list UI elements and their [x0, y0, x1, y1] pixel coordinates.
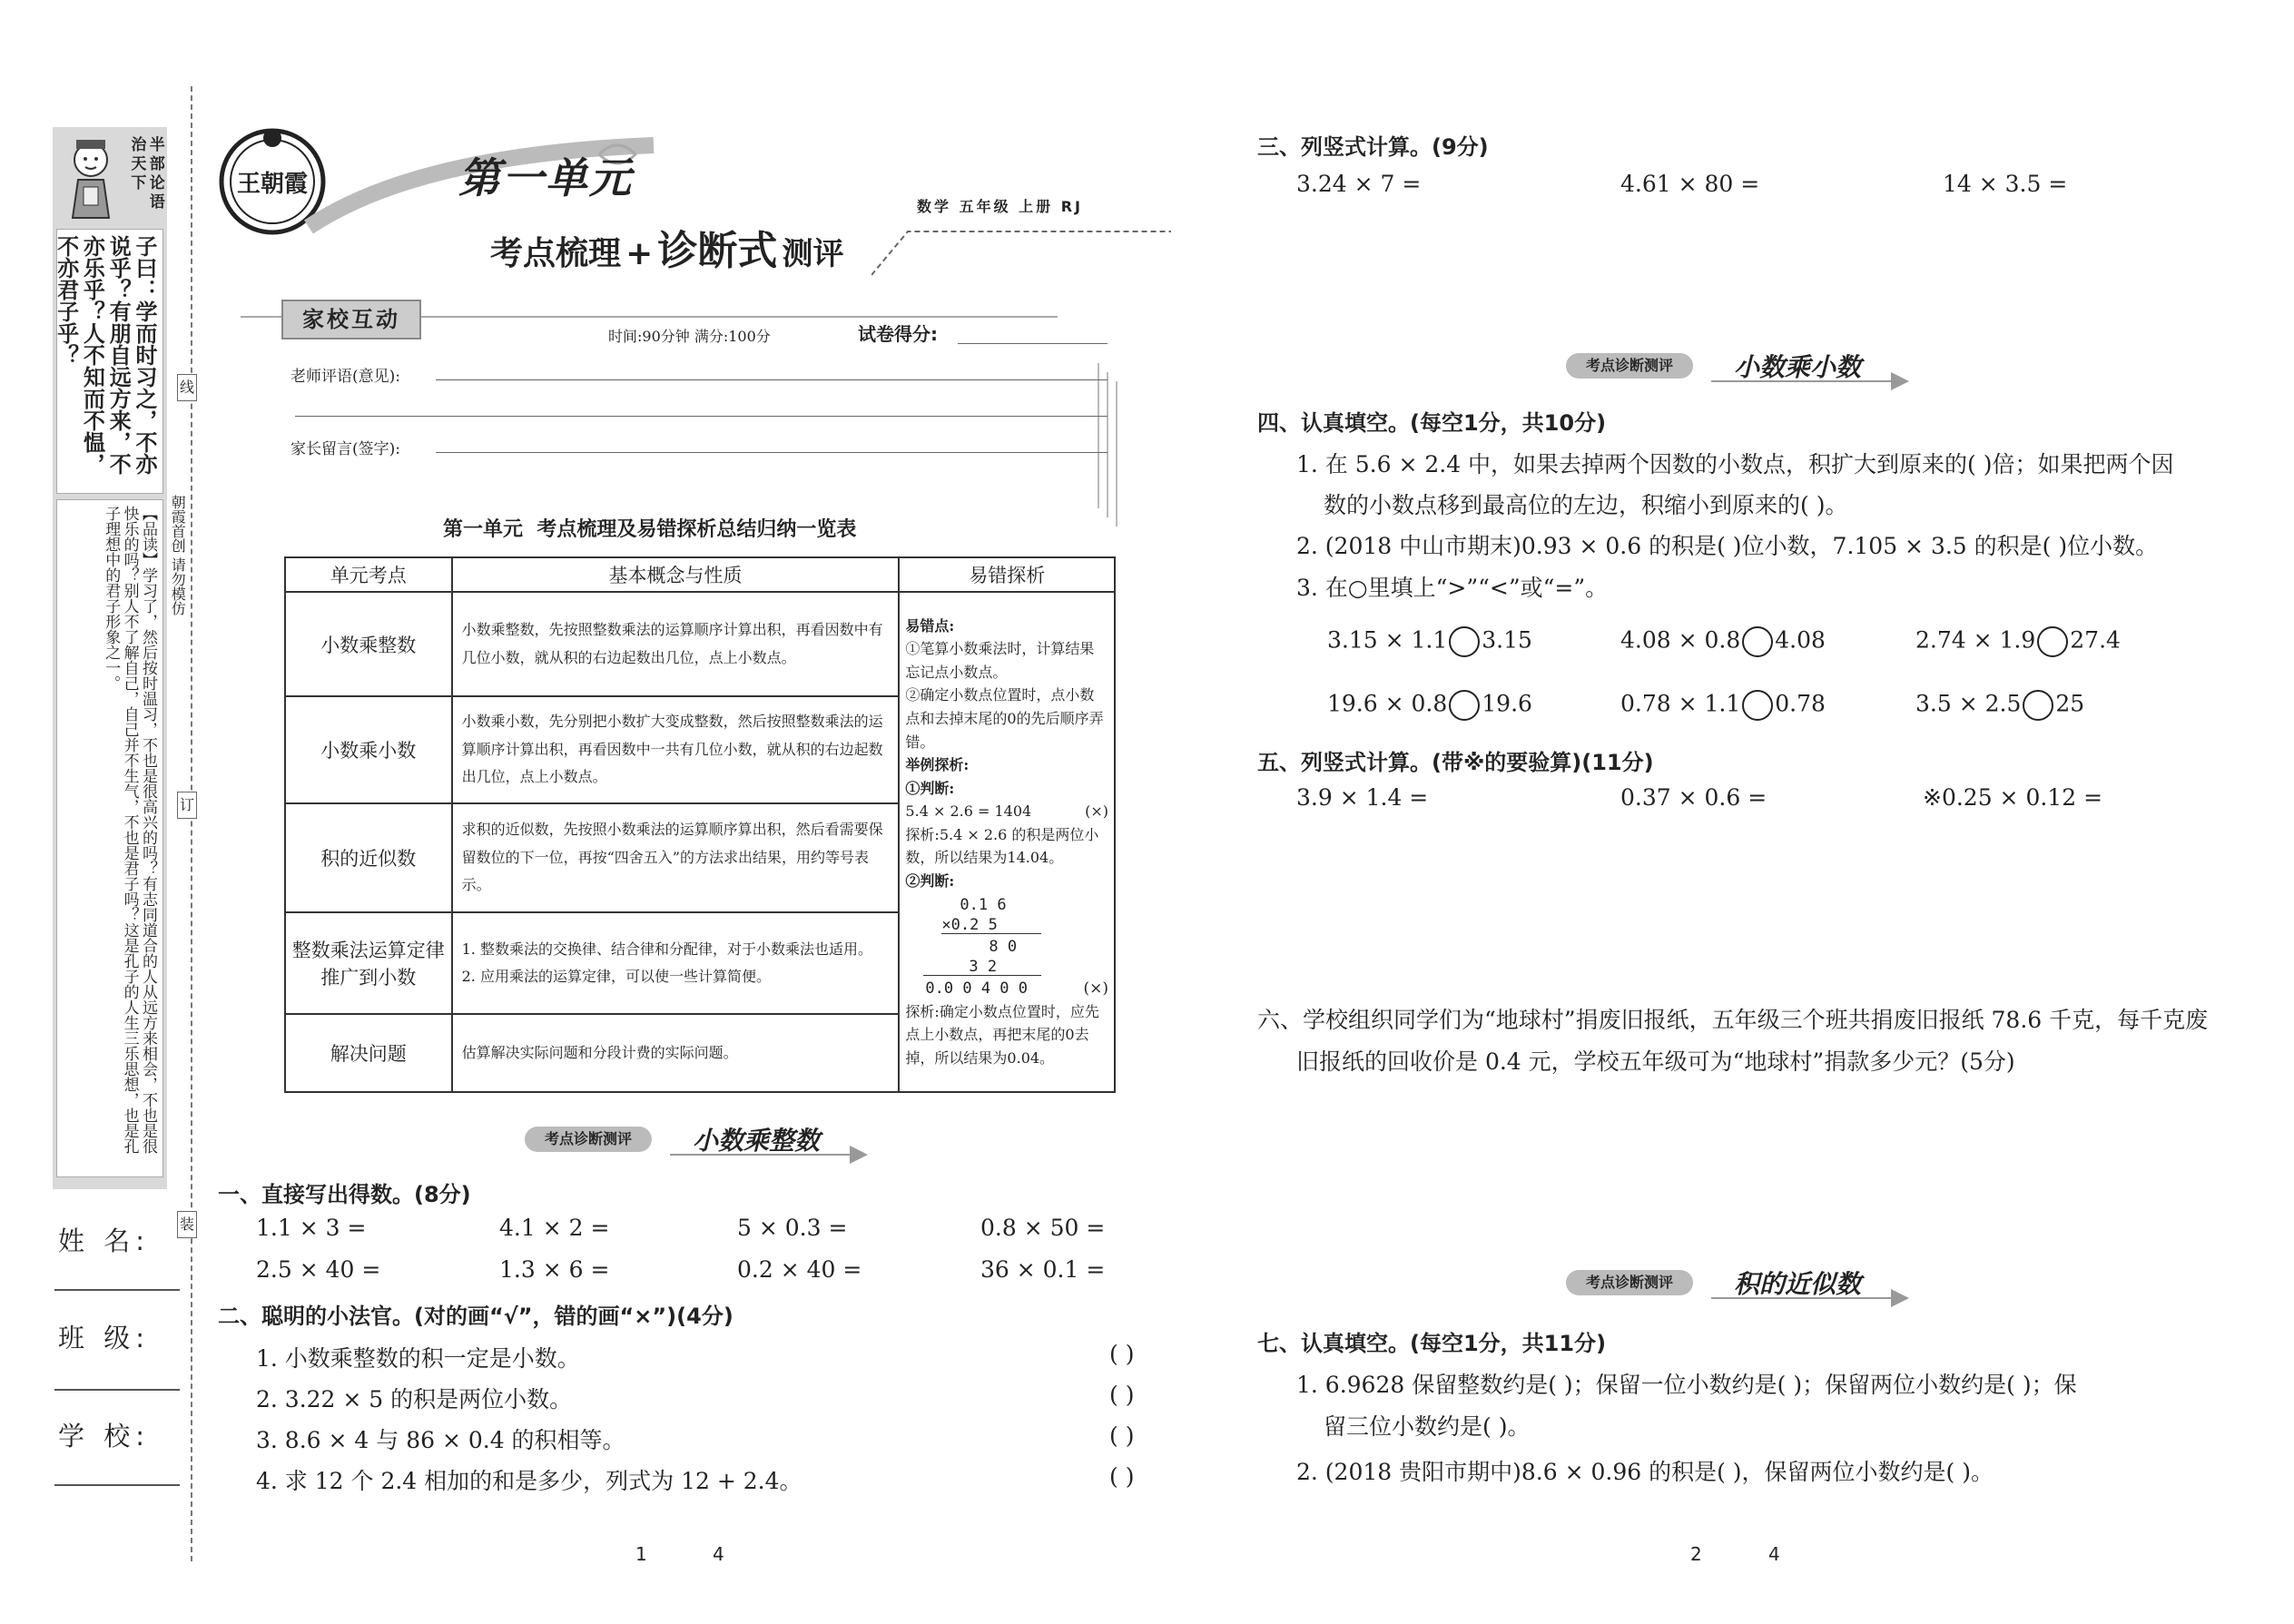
- table-topic: 解决问题: [285, 1014, 452, 1092]
- err-point-1: ①笔算小数乘法时，计算结果忘记点小数点。: [905, 640, 1095, 681]
- judge-label-1: ①判断:: [905, 779, 955, 797]
- name-label: 姓 名:: [58, 1225, 150, 1256]
- compare-circle[interactable]: [2037, 626, 2068, 657]
- section-banner-1: 考点诊断测评 小数乘整数: [525, 1121, 879, 1161]
- score-label: 试卷得分:: [858, 323, 938, 345]
- confucius-figure-icon: [60, 134, 122, 221]
- fold-line: [191, 86, 192, 1561]
- binding-mark-order: 订: [177, 792, 197, 819]
- compare-item: 19.6 × 0.8 19.6: [1327, 690, 1532, 721]
- compare-item: 4.08 × 0.8 4.08: [1620, 626, 1826, 657]
- error-analysis-cell: [899, 592, 1115, 1092]
- answer-blank[interactable]: ( ): [1109, 1463, 1135, 1490]
- q3-item: 3.24 × 7 =: [1296, 171, 1422, 197]
- summary-header-error: 易错探析: [899, 557, 1115, 592]
- compare-item: 3.15 × 1.1 3.15: [1327, 626, 1532, 657]
- parent-comment-field[interactable]: [436, 452, 1108, 453]
- compare-circle[interactable]: [1742, 626, 1773, 657]
- teacher-comment-field[interactable]: [436, 379, 1108, 380]
- corner-decoration: [1089, 363, 1135, 527]
- compare-circle[interactable]: [1449, 690, 1480, 721]
- q1-item: 0.8 × 50 =: [980, 1215, 1106, 1241]
- school-field[interactable]: [54, 1484, 180, 1486]
- unit-title: 第一单元: [458, 153, 633, 202]
- q4-item-2: 2. (2018 中山市期末)0.93 × 0.6 的积是( )位小数，7.105 × 3.5 的积是( )位小数。: [1296, 533, 2159, 559]
- table-concept: 估算解决实际问题和分段计费的实际问题。: [452, 1014, 900, 1092]
- compare-item: 0.78 × 1.1 0.78: [1620, 690, 1826, 721]
- q3-item: 4.61 × 80 =: [1620, 171, 1760, 197]
- q7-item-2: 2. (2018 贵阳市期中)8.6 × 0.96 的积是( )，保留两位小数约是( )。: [1296, 1459, 1994, 1485]
- answer-blank[interactable]: ( ): [1109, 1382, 1135, 1408]
- home-school-tag: 家校互动: [281, 300, 421, 340]
- q2-item: 2. 3.22 × 5 的积是两位小数。: [256, 1386, 573, 1412]
- table-concept: 小数乘整数，先按照整数乘法的运算顺序计算出积，再看因数中有几位小数，就从积的右边起数出几位，点上小数点。: [452, 592, 900, 696]
- school-label: 学 校:: [58, 1421, 150, 1452]
- q4-item-3: 3. 在○里填上“>”“<”或“=”。: [1296, 575, 1609, 601]
- parent-comment-label: 家长留言(签字):: [290, 440, 400, 458]
- page-number-left: 1: [635, 1543, 647, 1565]
- answer-blank[interactable]: ( ): [1109, 1422, 1135, 1449]
- proverb-panel: [53, 127, 167, 1189]
- page-total-left: 4: [713, 1543, 724, 1565]
- table-topic: 积的近似数: [285, 803, 452, 912]
- subtitle-part-a: 考点梳理: [490, 235, 622, 272]
- summary-header-row: [285, 557, 1115, 592]
- binding-mark-line: 线: [177, 374, 197, 401]
- class-field[interactable]: [54, 1389, 180, 1391]
- confucius-quote: 子曰：学而时习之，不亦说乎？有朋自远方来，不亦乐乎？人不知而不愠，不亦君子乎？: [53, 235, 158, 475]
- table-concept: 小数乘小数，先分别把小数扩大变成整数，然后按照整数乘法的运算顺序计算出积，再看因数中一共有几位小数，就从积的右边起数出几位，点上小数点。: [452, 696, 900, 803]
- q7-title: 七、认真填空。(每空1分，共11分): [1257, 1331, 1607, 1356]
- err-point-2: ②确定小数点位置时，点小数点和去掉末尾的0的先后顺序弄错。: [905, 686, 1104, 751]
- example-label: 举例探析:: [905, 756, 970, 774]
- page-total-right: 4: [1768, 1543, 1780, 1565]
- class-label: 班 级:: [58, 1323, 150, 1353]
- page-number-right: 2: [1690, 1543, 1702, 1565]
- subtitle-part-b: 诊断式: [657, 228, 778, 274]
- answer-blank[interactable]: ( ): [1109, 1341, 1135, 1367]
- table-row: [285, 592, 1115, 696]
- q3-title: 三、列竖式计算。(9分): [1257, 134, 1489, 160]
- table-topic: 小数乘小数: [285, 696, 452, 803]
- compare-circle[interactable]: [1449, 626, 1480, 657]
- subtitle-part-c: 测评: [782, 236, 844, 272]
- score-field[interactable]: [958, 343, 1108, 344]
- q5-item: 0.37 × 0.6 =: [1620, 784, 1767, 811]
- q5-item: 3.9 × 1.4 =: [1296, 784, 1429, 811]
- q4-item-1-line1: 1. 在 5.6 × 2.4 中，如果去掉两个因数的小数点，积扩大到原来的( )倍；如果把两个因: [1296, 451, 2174, 477]
- q1-item: 1.1 × 3 =: [256, 1215, 367, 1241]
- example-equation-1: 5.4 × 2.6 = 1404 (×): [905, 802, 1108, 821]
- q1-item: 1.3 × 6 =: [499, 1256, 610, 1283]
- q2-item: 4. 求 12 个 2.4 相加的和是多少，列式为 12 + 2.4。: [256, 1468, 802, 1494]
- table-concept: 1. 整数乘法的交换律、结合律和分配律，对于小数乘法也适用。 2. 应用乘法的运算定律，可以使一些计算简便。: [452, 912, 900, 1014]
- q4-title: 四、认真填空。(每空1分，共10分): [1257, 410, 1607, 436]
- table-topic: 小数乘整数: [285, 592, 452, 696]
- q3-item: 14 × 3.5 =: [1943, 171, 2068, 197]
- summary-title: 第一单元 考点梳理及易错探析总结归纳一览表: [443, 518, 857, 541]
- q5-title: 五、列竖式计算。(带※的要验算)(11分): [1257, 750, 1654, 775]
- header-subtitle: [490, 218, 843, 276]
- section-banner-2: 考点诊断测评 小数乘小数: [1566, 348, 1920, 388]
- q2-title: 二、聪明的小法官。(对的画“√”，错的画“×”)(4分): [218, 1304, 733, 1329]
- analysis-2: 探析:确定小数点位置时，应先点上小数点，再把末尾的0去掉，所以结果为0.04。: [905, 1002, 1099, 1067]
- judge-label-2: ②判断:: [905, 872, 955, 891]
- q1-item: 0.2 × 40 =: [737, 1256, 862, 1283]
- summary-header-topic: 单元考点: [285, 557, 452, 592]
- name-field[interactable]: [54, 1289, 180, 1291]
- binding-mark-install: 装: [177, 1211, 197, 1238]
- table-concept: 求积的近似数，先按照小数乘法的运算顺序算出积，然后看需要保留数位的下一位，再按“四舍五入”的方法求出结果，用约等号表示。: [452, 803, 900, 912]
- summary-table: [284, 556, 1116, 1093]
- teacher-comment-label: 老师评语(意见):: [290, 368, 400, 386]
- q1-item: 2.5 × 40 =: [256, 1256, 381, 1283]
- summary-header-concept: 基本概念与性质: [452, 557, 900, 592]
- compare-circle[interactable]: [1742, 690, 1773, 721]
- subtitle-plus: +: [625, 235, 654, 272]
- book-vertical-title: 半部论语治天下: [127, 136, 164, 212]
- teacher-comment-line2[interactable]: [295, 416, 1108, 417]
- section-banner-3: 考点诊断测评 积的近似数: [1566, 1265, 1920, 1304]
- copyright-note: 朝霞首创 请勿模仿: [169, 495, 187, 616]
- compare-item: 2.74 × 1.9 27.4: [1915, 626, 2121, 657]
- vertical-calculation: 0.1 6 ×0.2 5 8 0 3 2 0.0 0 4 0 0 (×): [925, 895, 1108, 998]
- q7-item-1-line2: 留三位小数约是( )。: [1324, 1413, 1531, 1440]
- table-topic: 整数乘法运算定律推广到小数: [285, 912, 452, 1014]
- q5-item: ※0.25 × 0.12 =: [1923, 784, 2103, 811]
- quote-reading: 【品读】学习了，然后按时温习，不也是很高兴的吗？有志同道合的人从远方来相会，不也是很快乐的吗？别人不了解自己，自己并不生气，不也是君子吗？这是孔子的人生三乐思想，也是孔子理想中的君子形象之一。: [102, 506, 157, 1154]
- q4-item-1-line2: 数的小数点移到最高位的左边，积缩小到原来的( )。: [1324, 492, 1848, 518]
- q6-line2: 旧报纸的回收价是 0.4 元，学校五年级可为“地球村”捐款多少元？(5分): [1296, 1048, 2015, 1075]
- q6-line1: 六、学校组织同学们为“地球村”捐废旧报纸，五年级三个班共捐废旧报纸 78.6 千克，每千克废: [1257, 1007, 2209, 1033]
- book-info: 数学 五年级 上册 RJ: [917, 198, 1083, 215]
- q2-item: 1. 小数乘整数的积一定是小数。: [256, 1345, 580, 1372]
- q2-item: 3. 8.6 × 4 与 86 × 0.4 的积相等。: [256, 1427, 625, 1453]
- q1-item: 4.1 × 2 =: [499, 1215, 610, 1241]
- compare-circle[interactable]: [2023, 690, 2053, 721]
- brand-logo-text: 王朝霞: [236, 171, 308, 198]
- time-info: 时间:90分钟 满分:100分: [608, 328, 771, 345]
- q7-item-1-line1: 1. 6.9628 保留整数约是( )；保留一位小数约是( )；保留两位小数约是( )；保: [1296, 1372, 2077, 1398]
- q1-item: 36 × 0.1 =: [980, 1256, 1106, 1283]
- err-label: 易错点:: [905, 616, 955, 635]
- q1-title: 一、直接写出得数。(8分): [218, 1182, 471, 1207]
- compare-item: 3.5 × 2.5 25: [1915, 690, 2084, 721]
- analysis-1: 探析:5.4 × 2.6 的积是两位小数，所以结果为14.04。: [905, 825, 1099, 867]
- q1-item: 5 × 0.3 =: [737, 1215, 848, 1241]
